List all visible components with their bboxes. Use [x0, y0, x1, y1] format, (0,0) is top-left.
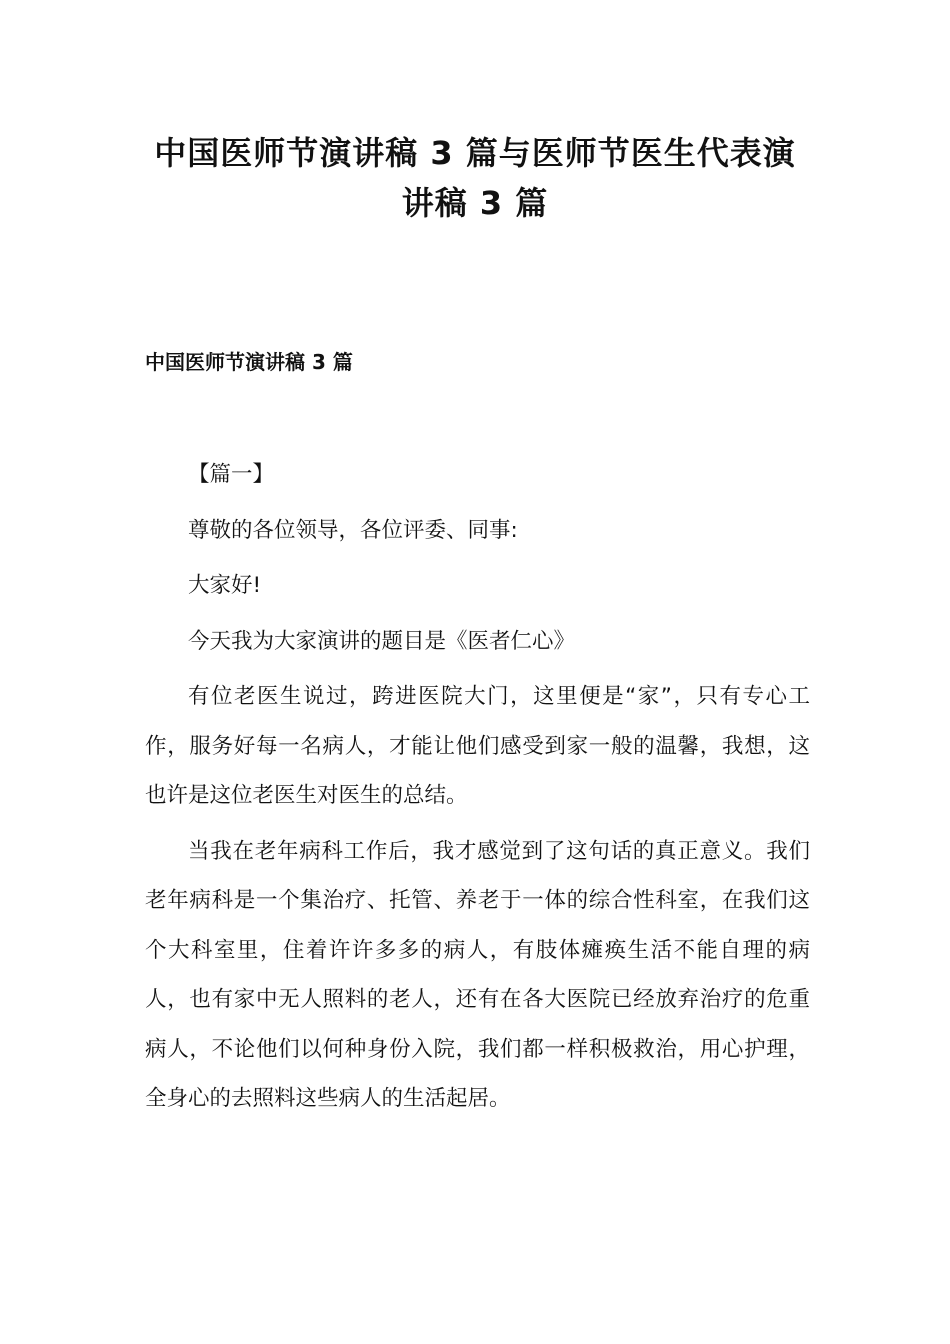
document-body [145, 450, 810, 1130]
greeting: 大家好! [188, 573, 262, 598]
body-paragraph: 当我在老年病科工作后，我才感觉到了这句话的真正意义。我们老年病科是一个集治疗、托管、养老于一体的综合性科室，在我们这个大科室里，住着许许多多的病人，有肢体瘫痪生活不能自理的病人，也有家中无人照料的老人，还有在各大医院已经放弃治疗的危重病人，不论他们以何种身份入院，我们都一样积极救治，用心护理，全身心的去照料这些病人的生活起居。 [145, 838, 810, 1111]
document-title [120, 128, 830, 228]
document-title-line-1: 中国医师节演讲稿 3 篇与医师节医生代表演 [154, 134, 796, 172]
salutation: 尊敬的各位领导，各位评委、同事: [188, 517, 518, 543]
part-label: 【篇一】 [188, 462, 275, 487]
document-title-line-2: 讲稿 3 篇 [401, 184, 549, 222]
section-heading: 中国医师节演讲稿 3 篇 [145, 350, 353, 374]
speech-topic: 今天我为大家演讲的题目是《医者仁心》 [188, 628, 576, 654]
body-paragraph: 有位老医生说过，跨进医院大门，这里便是“家”，只有专心工作，服务好每一名病人，才能让他们感受到家一般的温馨，我想，这也许是这位老医生对医生的总结。 [145, 684, 810, 808]
